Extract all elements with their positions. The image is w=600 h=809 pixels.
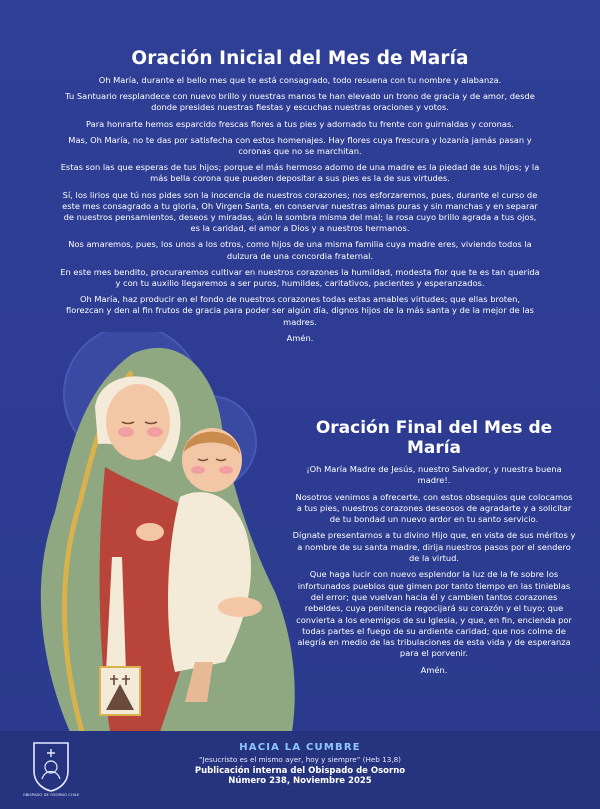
- scripture-quote: “Jesucristo es el mismo ayer, hoy y siempre” (Heb 13,8): [199, 755, 401, 764]
- mary-hand: [136, 523, 164, 541]
- issue-line: Número 238, Noviembre 2025: [228, 776, 372, 786]
- publication-brand: HACIA LA CUMBRE: [239, 742, 361, 753]
- footer: [0, 731, 600, 809]
- opening-paragraph: Mas, Oh María, no te das por satisfecha con estos homenajes. Hay flores cuya frescura y lozanía jamás pasan y coronas que no se marchitan.: [68, 134, 532, 157]
- opening-paragraph: En este mes bendito, procuraremos cultivar en nuestros corazones la humildad, modesta flor que te es tan querida y con tu auxilio llegaremos a ser puros, humildes, caritativos, pacientes y esperanzados.: [60, 266, 540, 289]
- closing-paragraph: Nosotros venimos a ofrecerte, con estos obsequios que colocamos a tus pies, nuestros corazones deseosos de agradarte y a solicitar de tu bondad un nuevo ardor en tu santo servicio.: [295, 491, 573, 525]
- closing-paragraph: ¡Oh María Madre de Jesús, nuestro Salvador, y nuestra buena madre!.: [306, 464, 562, 486]
- opening-paragraph: Tu Santuario resplandece con nuevo brillo y nuestras manos te han elevado un trono de gracia y de amor, desde donde presides nuestras fiestas y escuchas nuestras oraciones y votos.: [65, 91, 535, 113]
- closing-prayer-title: Oración Final del Mes de María: [315, 418, 553, 458]
- opening-paragraph: Sí, los lirios que tú nos pides son la inocencia de nuestros corazones; nos esforzaremos, pues, durante el curso de este mes consagrado a tu gloria, Oh Virgen Santa, en conservar nuestras almas puras y sin manchas y en separar de nuestros pensamientos, deseos y miradas, aún la sombra misma del mal; la rosa cuyo brillo agrada a tus ojos, es la caridad, el amor a Dios y a nuestros hermanos.: [62, 189, 538, 234]
- obispado-seal-logo: [30, 739, 72, 793]
- opening-paragraph: Estas son las que esperas de tus hijos; porque el más hermoso adorno de una madre es la piedad de sus hijos; y la más bella corona que pueden depositar a sus pies es la de sus virtudes.: [60, 162, 540, 184]
- closing-amen: Amén.: [420, 664, 448, 675]
- mary-cheek: [118, 427, 134, 437]
- virgin-and-child-illustration: [0, 332, 300, 732]
- opening-amen: Amén.: [286, 332, 314, 343]
- closing-paragraph: Dígnate presentarnos a tu divino Hijo que, en vista de sus méritos y a nombre de su santa madre, dirija nuestros pasos por el sendero de la virtud.: [292, 530, 576, 564]
- opening-paragraph: Oh María, durante el bello mes que te está consagrado, todo resuena con tu nombre y alabanza.: [98, 75, 502, 85]
- child-cheek: [219, 466, 233, 474]
- footer-text: [150, 742, 450, 786]
- opening-prayer-title: Oración Inicial del Mes de María: [131, 48, 469, 69]
- closing-paragraph: Que haga lucir con nuevo esplendor la luz de la fe sobre los infortunados pueblos que gimen por tanto tiempo en las tinieblas del error; que vuelvan hacia él y cambien tantos corazones rebeldes, cuya penitencia regocijará su corazón y el tuyo; que convierta a los enemigos de su Iglesia, y que, en fin, encienda por todas partes el fuego de su ardiente caridad; que nos colme de alegría en medio de las tribulaciones de esta vida y de esperanza para el porvenir.: [296, 569, 572, 659]
- opening-paragraph: Nos amaremos, pues, los unos a los otros, como hijos de una misma familia cuya madre eres, viviendo todos la dulzura de una concordia fraternal.: [68, 239, 532, 261]
- closing-prayer: [292, 418, 576, 681]
- child-cheek: [191, 466, 205, 474]
- opening-paragraph: Para honrarte hemos esparcido frescas flores a tus pies y adornado tu frente con guirnaldas y coronas.: [86, 118, 514, 129]
- mary-face: [106, 384, 170, 460]
- publication-line: Publicación interna del Obispado de Osorno: [194, 766, 406, 776]
- mary-cheek: [147, 427, 163, 437]
- opening-paragraph: Oh María, haz producir en el fondo de nuestros corazones todas estas amables virtudes; que ellas broten, florezcan y den al fin frutos de gracia para poder ser algún día, dignos hijos de la más santa y de la mejor de las madres.: [66, 294, 534, 327]
- seal-caption: OBISPADO DE OSORNO CHILE: [22, 792, 80, 797]
- mary-hand: [218, 597, 262, 617]
- opening-prayer: [60, 48, 540, 349]
